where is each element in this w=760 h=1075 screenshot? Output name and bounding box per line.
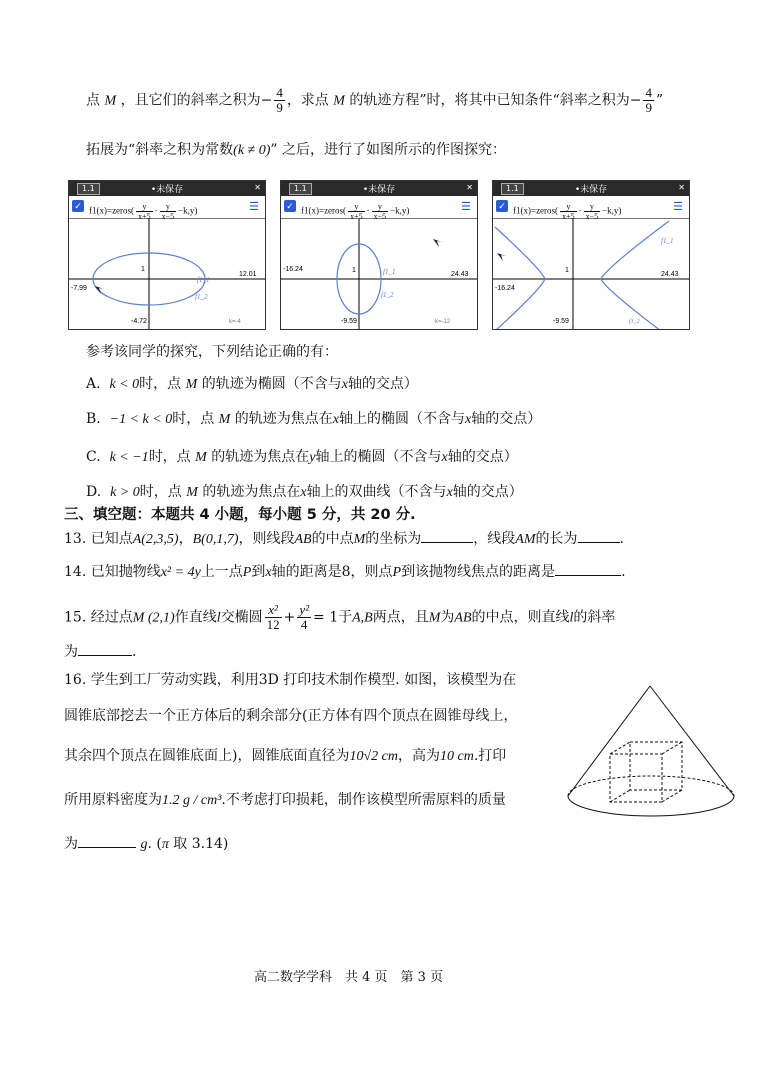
cube-edge <box>662 790 682 802</box>
q-number: 14. <box>64 564 87 580</box>
text: ，则线段 <box>238 531 295 547</box>
text: 两点，且 <box>372 609 429 626</box>
calculator-screen-2 <box>280 180 478 330</box>
text: 轴上的双曲线（不含与 <box>306 484 447 500</box>
ymin-label: -4.72 <box>131 318 147 325</box>
cube-back <box>630 742 682 790</box>
n: y <box>560 202 577 212</box>
d: x+5 <box>350 212 363 221</box>
answer-blank[interactable] <box>555 561 621 576</box>
page-footer <box>254 968 443 988</box>
fraction-y2-4 <box>297 603 311 632</box>
text: 已知点 <box>90 531 133 547</box>
option-d <box>86 482 523 503</box>
frac-den: 12 <box>266 617 280 632</box>
text: 经过点 <box>90 609 133 626</box>
slider-label[interactable]: k=-12 <box>435 319 451 325</box>
text: 到该抛物线焦点的距离是 <box>401 564 556 580</box>
checkbox-icon[interactable]: ✓ <box>284 200 296 212</box>
text: 的轨迹为焦点在 <box>234 411 333 427</box>
func-tail: −k,y) <box>390 205 410 216</box>
n: y <box>584 202 601 212</box>
func-text: f1(x)=zeros( <box>89 205 135 216</box>
text: . <box>619 531 624 547</box>
var-x: x <box>341 377 348 392</box>
density: 1.2 g / cm³ <box>162 793 222 808</box>
doc-title: •未保存 <box>574 185 608 195</box>
height: 10 cm <box>439 749 474 764</box>
var-P: P <box>392 565 402 580</box>
var-M: M <box>185 377 198 392</box>
answer-blank[interactable] <box>78 833 136 848</box>
text: 为 <box>64 644 78 660</box>
inner-cube <box>610 742 682 802</box>
text: ” <box>655 92 664 109</box>
close-icon[interactable]: ✕ <box>466 183 473 192</box>
option-label: A. <box>86 376 101 392</box>
q-number: 13. <box>64 531 87 547</box>
text: .打印 <box>473 748 507 764</box>
var-P: P <box>242 565 252 580</box>
n: y <box>136 202 153 212</box>
frac-num: x² <box>265 603 282 618</box>
option-c <box>86 447 518 468</box>
var-x: x <box>265 565 272 580</box>
text: 的轨迹为椭圆（不含与 <box>201 376 342 392</box>
cursor-icon <box>497 253 506 261</box>
var-AM: AM <box>515 532 536 547</box>
condition: k > 0 <box>110 485 140 500</box>
checkbox-icon[interactable]: ✓ <box>72 200 84 212</box>
text: 的轨迹为焦点在 <box>211 449 310 465</box>
text: 圆锥底部挖去一个正方体后的剩余部分(正方体有四个顶点在圆锥母线上， <box>64 708 518 724</box>
function-entry[interactable]: f1(x)=zeros( $\frac{y}{x+5}$ · $\frac{y}{x-5}$ −k,y) <box>89 202 198 221</box>
slider-label[interactable]: k=-4 <box>229 319 241 325</box>
text: .不考虑打印损耗，制作该模型所需原料的质量 <box>221 792 506 808</box>
question-15 <box>64 603 615 632</box>
text: ，高为 <box>397 748 440 764</box>
question-13 <box>64 528 624 550</box>
text: 轴的交点） <box>447 449 518 465</box>
text: 的斜率 <box>573 609 616 626</box>
xmax-label: 24.43 <box>451 271 469 278</box>
text: ，则点 <box>350 564 393 580</box>
cursor-icon <box>433 239 442 247</box>
func-tail: −k,y) <box>602 205 622 216</box>
xmax-label: 24.43 <box>661 271 679 278</box>
n: y <box>372 202 389 212</box>
q-number: 15. <box>64 609 87 626</box>
var-M: M <box>104 93 117 109</box>
var-x: x <box>446 485 453 500</box>
frac-den: 9 <box>645 100 652 115</box>
var-M: M <box>195 450 207 465</box>
cube-edge <box>610 790 630 802</box>
frac-num: 4 <box>276 85 283 100</box>
tab[interactable]: 1.1 <box>289 183 312 195</box>
text: 时，点 <box>139 484 182 500</box>
text: 轴的交点） <box>452 484 523 500</box>
question-16-line5 <box>64 833 228 855</box>
heading-text: 三、填空题：本题共 4 小题，每小题 5 分，共 20 分. <box>64 507 416 523</box>
text: 所用原料密度为 <box>64 792 162 808</box>
graph <box>493 219 689 329</box>
option-label: B. <box>86 411 101 427</box>
frac-num: y² <box>299 602 310 617</box>
text: = 1 <box>313 609 339 626</box>
diameter: 10√2 cm <box>349 749 398 764</box>
func-text: f1(x)=zeros( <box>301 205 347 216</box>
text: 到 <box>251 564 266 580</box>
cone-cube-figure <box>562 680 742 830</box>
d: x+5 <box>138 212 151 221</box>
var-y: y <box>309 450 316 465</box>
frac-den: 9 <box>276 100 283 115</box>
text: 的中点，则直线 <box>471 609 570 626</box>
curve-label: f1_1 <box>197 276 210 284</box>
unit: g <box>140 837 148 852</box>
text: ，线段 <box>473 531 516 547</box>
ref-line <box>86 342 338 362</box>
function-entry[interactable]: f1(x)=zeros( $\frac{y}{x+5}$ · $\frac{y}{x-5}$ −k,y) <box>513 202 622 221</box>
title-bar <box>69 181 265 196</box>
ymin-label: -9.59 <box>553 318 569 325</box>
title-bar <box>281 181 477 196</box>
cone-generatrix-left <box>568 686 650 796</box>
text: . <box>132 644 137 660</box>
text: 拓展为“斜率之积为常数 <box>86 142 234 158</box>
footer-text: 高二数学学科 共 4 页 第 3 页 <box>254 970 444 985</box>
curve-label: f1_2 <box>629 319 640 325</box>
text: 轴的交点） <box>471 411 542 427</box>
xmax-label: 12.01 <box>239 271 257 278</box>
close-icon[interactable]: ✕ <box>678 183 685 192</box>
text: 的坐标为 <box>365 531 422 547</box>
text: 轴的交点） <box>347 376 418 392</box>
text: 上一点 <box>200 564 243 580</box>
list-icon[interactable]: ☰ <box>461 201 471 213</box>
question-16-line3 <box>64 746 506 767</box>
point-A: A(2,3,5) <box>132 532 179 547</box>
text: 的长为 <box>535 531 578 547</box>
xmin-label: -16.24 <box>495 285 515 292</box>
var-AB: A,B <box>352 610 373 626</box>
graph <box>69 219 265 329</box>
var-x: x <box>441 450 448 465</box>
d: x−5 <box>161 212 175 221</box>
checkbox-icon[interactable]: ✓ <box>496 200 508 212</box>
function-bar <box>69 196 265 219</box>
graph <box>281 219 477 329</box>
calculator-screen-3 <box>492 180 690 330</box>
var-x: x <box>332 412 340 427</box>
doc-title: •未保存 <box>362 185 396 195</box>
var-M: M <box>353 532 366 547</box>
one-label: 1 <box>141 266 145 273</box>
d: x−5 <box>373 212 387 221</box>
one-label: 1 <box>565 267 569 274</box>
var-x: x <box>465 412 472 427</box>
xmin-label: -7.99 <box>71 285 87 292</box>
one-label: 1 <box>352 267 356 274</box>
calculator-screen-1 <box>68 180 266 330</box>
curve-label: f1_2 <box>195 293 208 301</box>
curve-label: f1_2 <box>381 291 394 299</box>
cone-generatrix-right <box>650 686 734 796</box>
doc-title: •未保存 <box>150 185 184 195</box>
text: 点 <box>86 92 100 109</box>
section-heading <box>64 505 416 525</box>
cube-edge <box>662 742 682 754</box>
cone-base-back <box>568 776 734 796</box>
question-15-line2 <box>64 641 136 662</box>
text: 的中点 <box>311 531 354 547</box>
n: y <box>160 202 177 212</box>
text: 交椭圆 <box>220 609 263 626</box>
ymin-label: -9.59 <box>341 318 357 325</box>
text: 轴上的椭圆（不含与 <box>339 411 466 427</box>
hyperbola-left <box>495 227 545 329</box>
function-bar <box>493 196 689 219</box>
text: ，且它们的斜率之积为 <box>120 92 261 109</box>
list-icon[interactable]: ☰ <box>249 201 259 213</box>
option-b <box>86 409 541 430</box>
text: 于 <box>338 609 353 626</box>
cone-base-front <box>568 796 734 816</box>
text: 作直线 <box>174 609 217 626</box>
fraction-x2-12 <box>265 603 282 632</box>
condition: k < 0 <box>109 377 140 392</box>
text: . ( <box>147 836 162 852</box>
question-14 <box>64 561 626 583</box>
var-AB: AB <box>294 532 312 547</box>
question-16-line4 <box>64 790 506 811</box>
intro-line-2 <box>86 140 506 161</box>
frac-den: 4 <box>300 617 308 632</box>
curve-label: f1_1 <box>661 237 674 245</box>
text: 的轨迹为焦点在 <box>202 484 301 500</box>
answer-blank[interactable] <box>578 528 620 543</box>
answer-blank[interactable] <box>78 641 132 656</box>
n: y <box>348 202 365 212</box>
hyperbola-right <box>601 221 669 329</box>
var-AB: AB <box>454 610 472 626</box>
text: 取 3.14) <box>173 836 229 852</box>
text: ，求点 <box>286 92 329 109</box>
cube-edge <box>610 742 630 754</box>
condition: (k ≠ 0) <box>233 143 271 158</box>
frac-num: 4 <box>645 85 652 100</box>
text: 学生到工厂劳动实践，利用3D 打印技术制作模型. 如图，该模型为在 <box>90 672 517 688</box>
fraction-4-9 <box>274 86 285 115</box>
intro-line-1: 点 M ，且它们的斜率之积为− $\frac{4}{9}$ ，求点 M 的轨迹方程”时，将其中已知条件“斜率之积为− $\frac{4}{9}$ ” <box>86 85 664 115</box>
text: 轴的距离是 <box>271 564 342 580</box>
cursor-icon <box>95 286 104 294</box>
var-l: l <box>216 610 221 626</box>
question-16-line2 <box>64 706 517 726</box>
text: 时，点 <box>148 449 191 465</box>
option-a <box>86 374 418 395</box>
function-bar <box>281 196 477 219</box>
text: 时，点 <box>139 376 182 392</box>
fraction-4-9 <box>643 86 654 115</box>
d: x−5 <box>585 212 599 221</box>
xmin-label: -16.24 <box>283 266 303 273</box>
text: 为 <box>440 609 455 626</box>
plus: + <box>283 609 296 626</box>
point-B: B(0,1,7) <box>192 532 239 547</box>
list-icon[interactable]: ☰ <box>673 201 683 213</box>
pi: π <box>161 837 169 852</box>
var-M: M <box>428 610 441 626</box>
option-label: C. <box>86 449 101 465</box>
text: ” 之后，进行了如图所示的作图探究： <box>270 142 507 158</box>
tab[interactable]: 1.1 <box>501 183 524 195</box>
option-label: D. <box>86 484 102 500</box>
tab[interactable]: 1.1 <box>77 183 100 195</box>
text: 其余四个顶点在圆锥底面上)，圆锥底面直径为 <box>64 748 350 764</box>
var-M: M <box>218 412 231 427</box>
equation: x² = 4y <box>160 565 201 580</box>
point-M: M (2,1) <box>132 610 175 626</box>
close-icon[interactable]: ✕ <box>254 183 261 192</box>
func-tail: −k,y) <box>178 205 198 216</box>
question-16-line1 <box>64 670 516 690</box>
condition: k < −1 <box>109 450 149 465</box>
text: ， <box>178 531 193 547</box>
q-number: 16. <box>64 672 87 688</box>
var-M: M <box>333 93 345 109</box>
function-entry[interactable]: f1(x)=zeros( $\frac{y}{x+5}$ · $\frac{y}{x-5}$ −k,y) <box>301 202 410 221</box>
text: 的轨迹方程”时，将其中已知条件“斜率之积为 <box>349 92 630 109</box>
var-l: l <box>569 610 574 626</box>
text: 为 <box>64 836 78 852</box>
func-text: f1(x)=zeros( <box>513 205 559 216</box>
var-x: x <box>300 485 307 500</box>
text: 时，点 <box>172 411 215 427</box>
curve-label: f1_1 <box>383 268 396 276</box>
text: . <box>621 564 626 580</box>
text: 已知抛物线 <box>90 564 161 580</box>
text: 参考该同学的探究，下列结论正确的有： <box>86 344 338 360</box>
number: 8 <box>341 564 351 580</box>
title-bar <box>493 181 689 196</box>
text: 轴上的椭圆（不含与 <box>315 449 442 465</box>
d: x+5 <box>562 212 575 221</box>
condition: −1 < k < 0 <box>109 412 173 427</box>
var-M: M <box>186 485 198 500</box>
answer-blank[interactable] <box>421 528 473 543</box>
